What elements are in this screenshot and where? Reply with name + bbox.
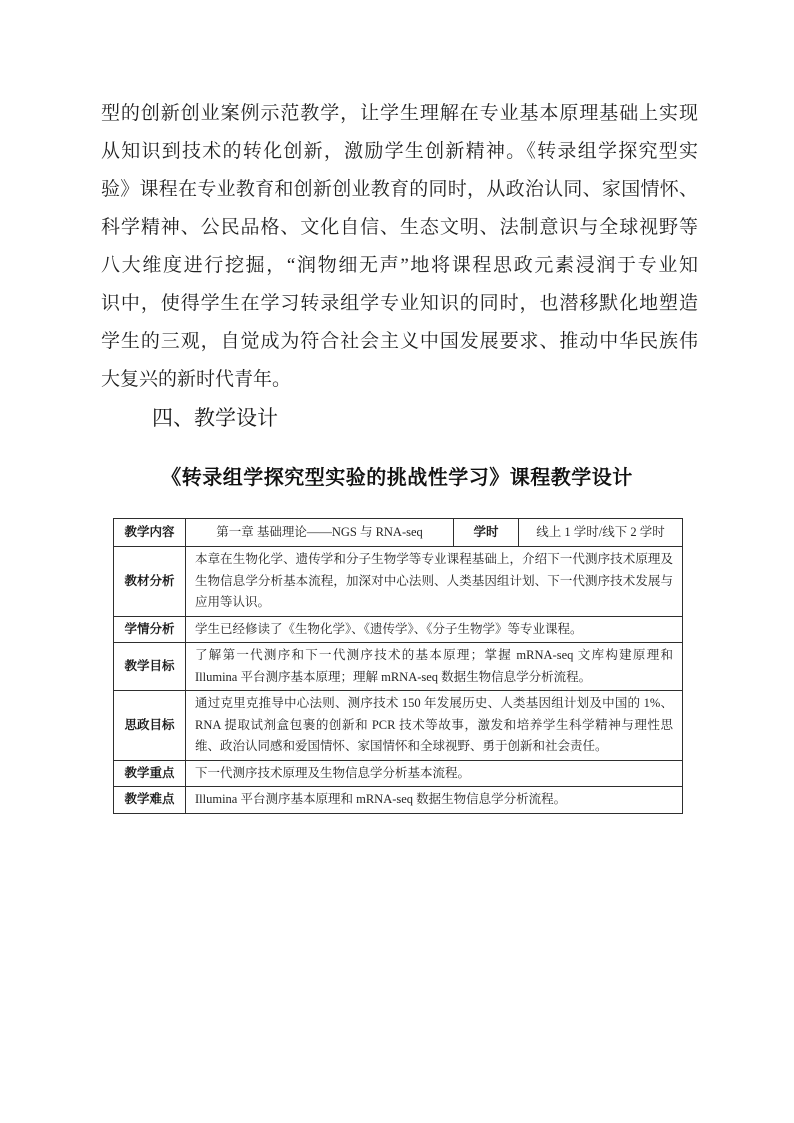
paragraph-line: 验》课程在专业教育和创新创业教育的同时，从政治认同、家国情怀、 xyxy=(101,179,698,200)
paragraph-line: 识中，使得学生在学习转录组学专业知识的同时，也潜移默化地塑造 xyxy=(101,293,698,314)
table-row xyxy=(114,787,683,814)
paragraph-line: 学生的三观，自觉成为符合社会主义中国发展要求、推动中华民族伟 xyxy=(101,331,698,352)
cell-teaching-focus: 下一代测序技术原理及生物信息学分析基本流程。 xyxy=(186,760,683,787)
cell-learner-analysis: 学生已经修读了《生物化学》、《遗传学》、《分子生物学》等专业课程。 xyxy=(186,616,683,643)
table-row xyxy=(114,643,683,691)
table-title: 《转录组学探究型实验的挑战性学习》课程教学设计 xyxy=(161,467,633,489)
row-label-teaching-objectives: 教学目标 xyxy=(114,643,186,691)
cell-hours-value: 线上 1 学时/线下 2 学时 xyxy=(519,519,683,547)
paragraph-line: 八大维度进行挖掘，“润物细无声”地将课程思政元素浸润于专业知 xyxy=(101,255,698,276)
paragraph-line: 从知识到技术的转化创新，激励学生创新精神。《转录组学探究型实 xyxy=(101,141,698,162)
section-heading: 四、教学设计 xyxy=(152,407,278,430)
table-row xyxy=(114,616,683,643)
row-label-textbook-analysis: 教材分析 xyxy=(114,547,186,617)
cell-teaching-difficulty: Illumina 平台测序基本原理和 mRNA-seq 数据生物信息学分析流程。 xyxy=(186,787,683,814)
row-label-teaching-focus: 教学重点 xyxy=(114,760,186,787)
table-row xyxy=(114,760,683,787)
paragraph-line: 科学精神、公民品格、文化自信、生态文明、法制意识与全球视野等 xyxy=(101,217,698,238)
row-label-ideological-objectives: 思政目标 xyxy=(114,691,186,761)
paragraph-line: 型的创新创业案例示范教学，让学生理解在专业基本原理基础上实现 xyxy=(101,103,698,124)
table-row xyxy=(114,519,683,547)
cell-chapter-title: 第一章 基础理论——NGS 与 RNA-seq xyxy=(186,519,454,547)
cell-ideological-objectives: 通过克里克推导中心法则、测序技术 150 年发展历史、人类基因组计划及中国的 1%、RNA 提取试剂盒包裹的创新和 PCR 技术等故事，激发和培养学生科学精神与理性思维、政治认同感和爱国情怀、家国情怀和全球视野、勇于创新和社会责任。 xyxy=(186,691,683,761)
header-cell-teaching-content: 教学内容 xyxy=(114,519,186,547)
table-row xyxy=(114,691,683,761)
body-paragraph xyxy=(101,95,698,399)
paragraph-line: 大复兴的新时代青年。 xyxy=(101,369,292,390)
teaching-design-table xyxy=(113,518,683,814)
row-label-teaching-difficulty: 教学难点 xyxy=(114,787,186,814)
header-cell-hours: 学时 xyxy=(454,519,519,547)
cell-textbook-analysis: 本章在生物化学、遗传学和分子生物学等专业课程基础上，介绍下一代测序技术原理及生物信息学分析基本流程，加深对中心法则、人类基因组计划、下一代测序技术发展与应用等认识。 xyxy=(186,547,683,617)
table-row xyxy=(114,547,683,617)
cell-teaching-objectives: 了解第一代测序和下一代测序技术的基本原理；掌握 mRNA-seq 文库构建原理和 Illumina 平台测序基本原理；理解 mRNA-seq 数据生物信息学分析流程。 xyxy=(186,643,683,691)
row-label-learner-analysis: 学情分析 xyxy=(114,616,186,643)
